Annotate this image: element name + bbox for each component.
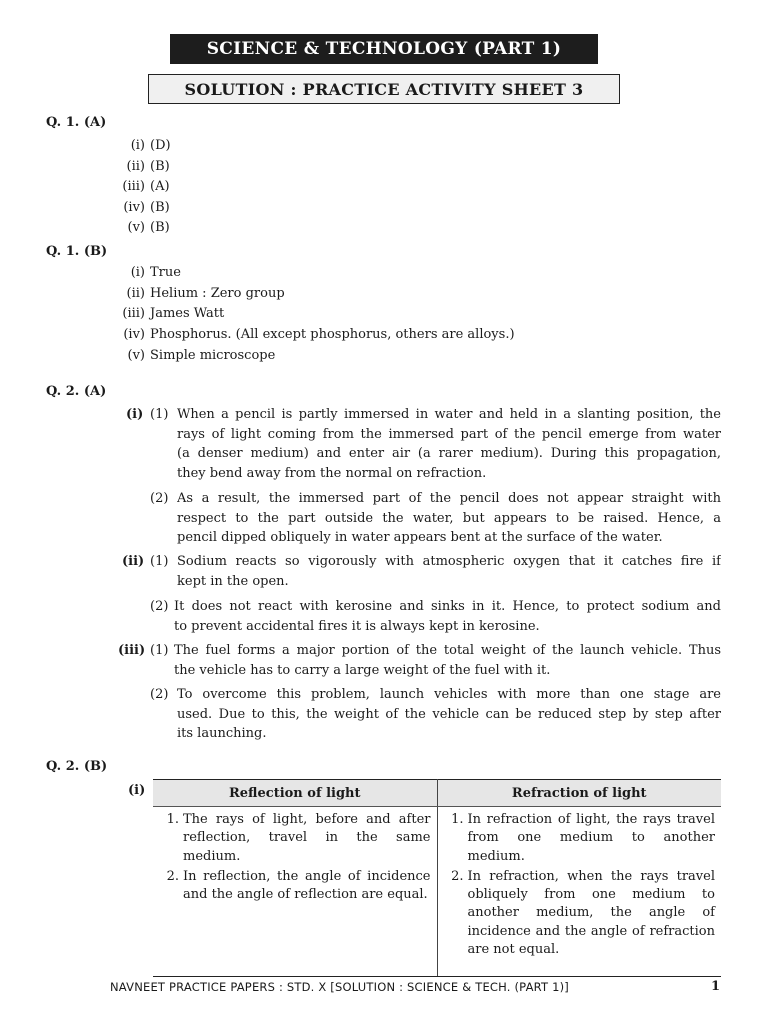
question-heading-q2a: Q. 2. (A) (46, 384, 107, 399)
list-item: 2. In reflection, the angle of incidence and the angle of reflection are equal. (166, 868, 431, 903)
answer-paragraph: To overcome this problem, launch vehicles with more than one stage are used. Due to this, the weight of the vehicle can be reduced step by step after its launching. (177, 687, 721, 742)
table-header-refraction: Refraction of light (437, 780, 721, 807)
question-heading-q1b: Q. 1. (B) (46, 244, 108, 259)
answer-paragraph: The fuel forms a major portion of the total weight of the launch vehicle. Thus the vehicle has to carry a large weight of the fuel with it. (174, 643, 721, 678)
refraction-cell (437, 807, 721, 977)
table-header-reflection: Reflection of light (153, 780, 437, 807)
answer-paragraph: Sodium reacts so vigorously with atmospheric oxygen that it catches fire if kept in the open. (177, 554, 721, 589)
comparison-table (153, 779, 721, 977)
answer-number: (1) (150, 407, 169, 422)
answer-number: (1) (150, 554, 169, 569)
reflection-cell (153, 807, 437, 977)
part-label: (i) (128, 783, 146, 798)
page-footer: NAVNEET PRACTICE PAPERS : STD. X [SOLUTION : SCIENCE & TECH. (PART 1)] (110, 980, 569, 994)
page-title: SCIENCE & TECHNOLOGY (PART 1) (170, 34, 598, 64)
answer-number: (2) (150, 491, 169, 506)
answer-number: (1) (150, 643, 169, 658)
question-heading-q2b: Q. 2. (B) (46, 759, 108, 774)
list-item: 2. In refraction, when the rays travel obliquely from one medium to another medium, the angle of incidence and the angle of refraction are not equal. (451, 868, 715, 958)
part-label: (ii) (122, 554, 145, 569)
part-label: (i) (126, 407, 144, 422)
table-row (153, 807, 721, 977)
answer-paragraph: It does not react with kerosine and sinks in it. Hence, to protect sodium and to prevent accidental fires it is always kept in kerosine. (174, 599, 721, 634)
page-subtitle: SOLUTION : PRACTICE ACTIVITY SHEET 3 (148, 74, 620, 104)
answer-number: (2) (150, 687, 169, 702)
question-heading-q1a: Q. 1. (A) (46, 115, 107, 130)
list-item: 1. In refraction of light, the rays travel from one medium to another medium. (451, 812, 715, 864)
answer-number: (2) (150, 599, 169, 614)
list-item: 1. The rays of light, before and after reflection, travel in the same medium. (166, 812, 431, 864)
answer-paragraph: When a pencil is partly immersed in water and held in a slanting position, the rays of light coming from the immersed part of the pencil emerge from water (a denser medium) and enter air (a rarer medium). During this propagation, they bend away from the normal on refraction. (177, 407, 721, 481)
page-number: 1 (711, 979, 721, 994)
answer-paragraph: As a result, the immersed part of the pencil does not appear straight with respect to the part outside the water, but appears to be raised. Hence, a pencil dipped obliquely in water appears bent at the surface of the water. (177, 491, 721, 546)
part-label: (iii) (118, 643, 146, 658)
table-header-row (153, 780, 721, 807)
